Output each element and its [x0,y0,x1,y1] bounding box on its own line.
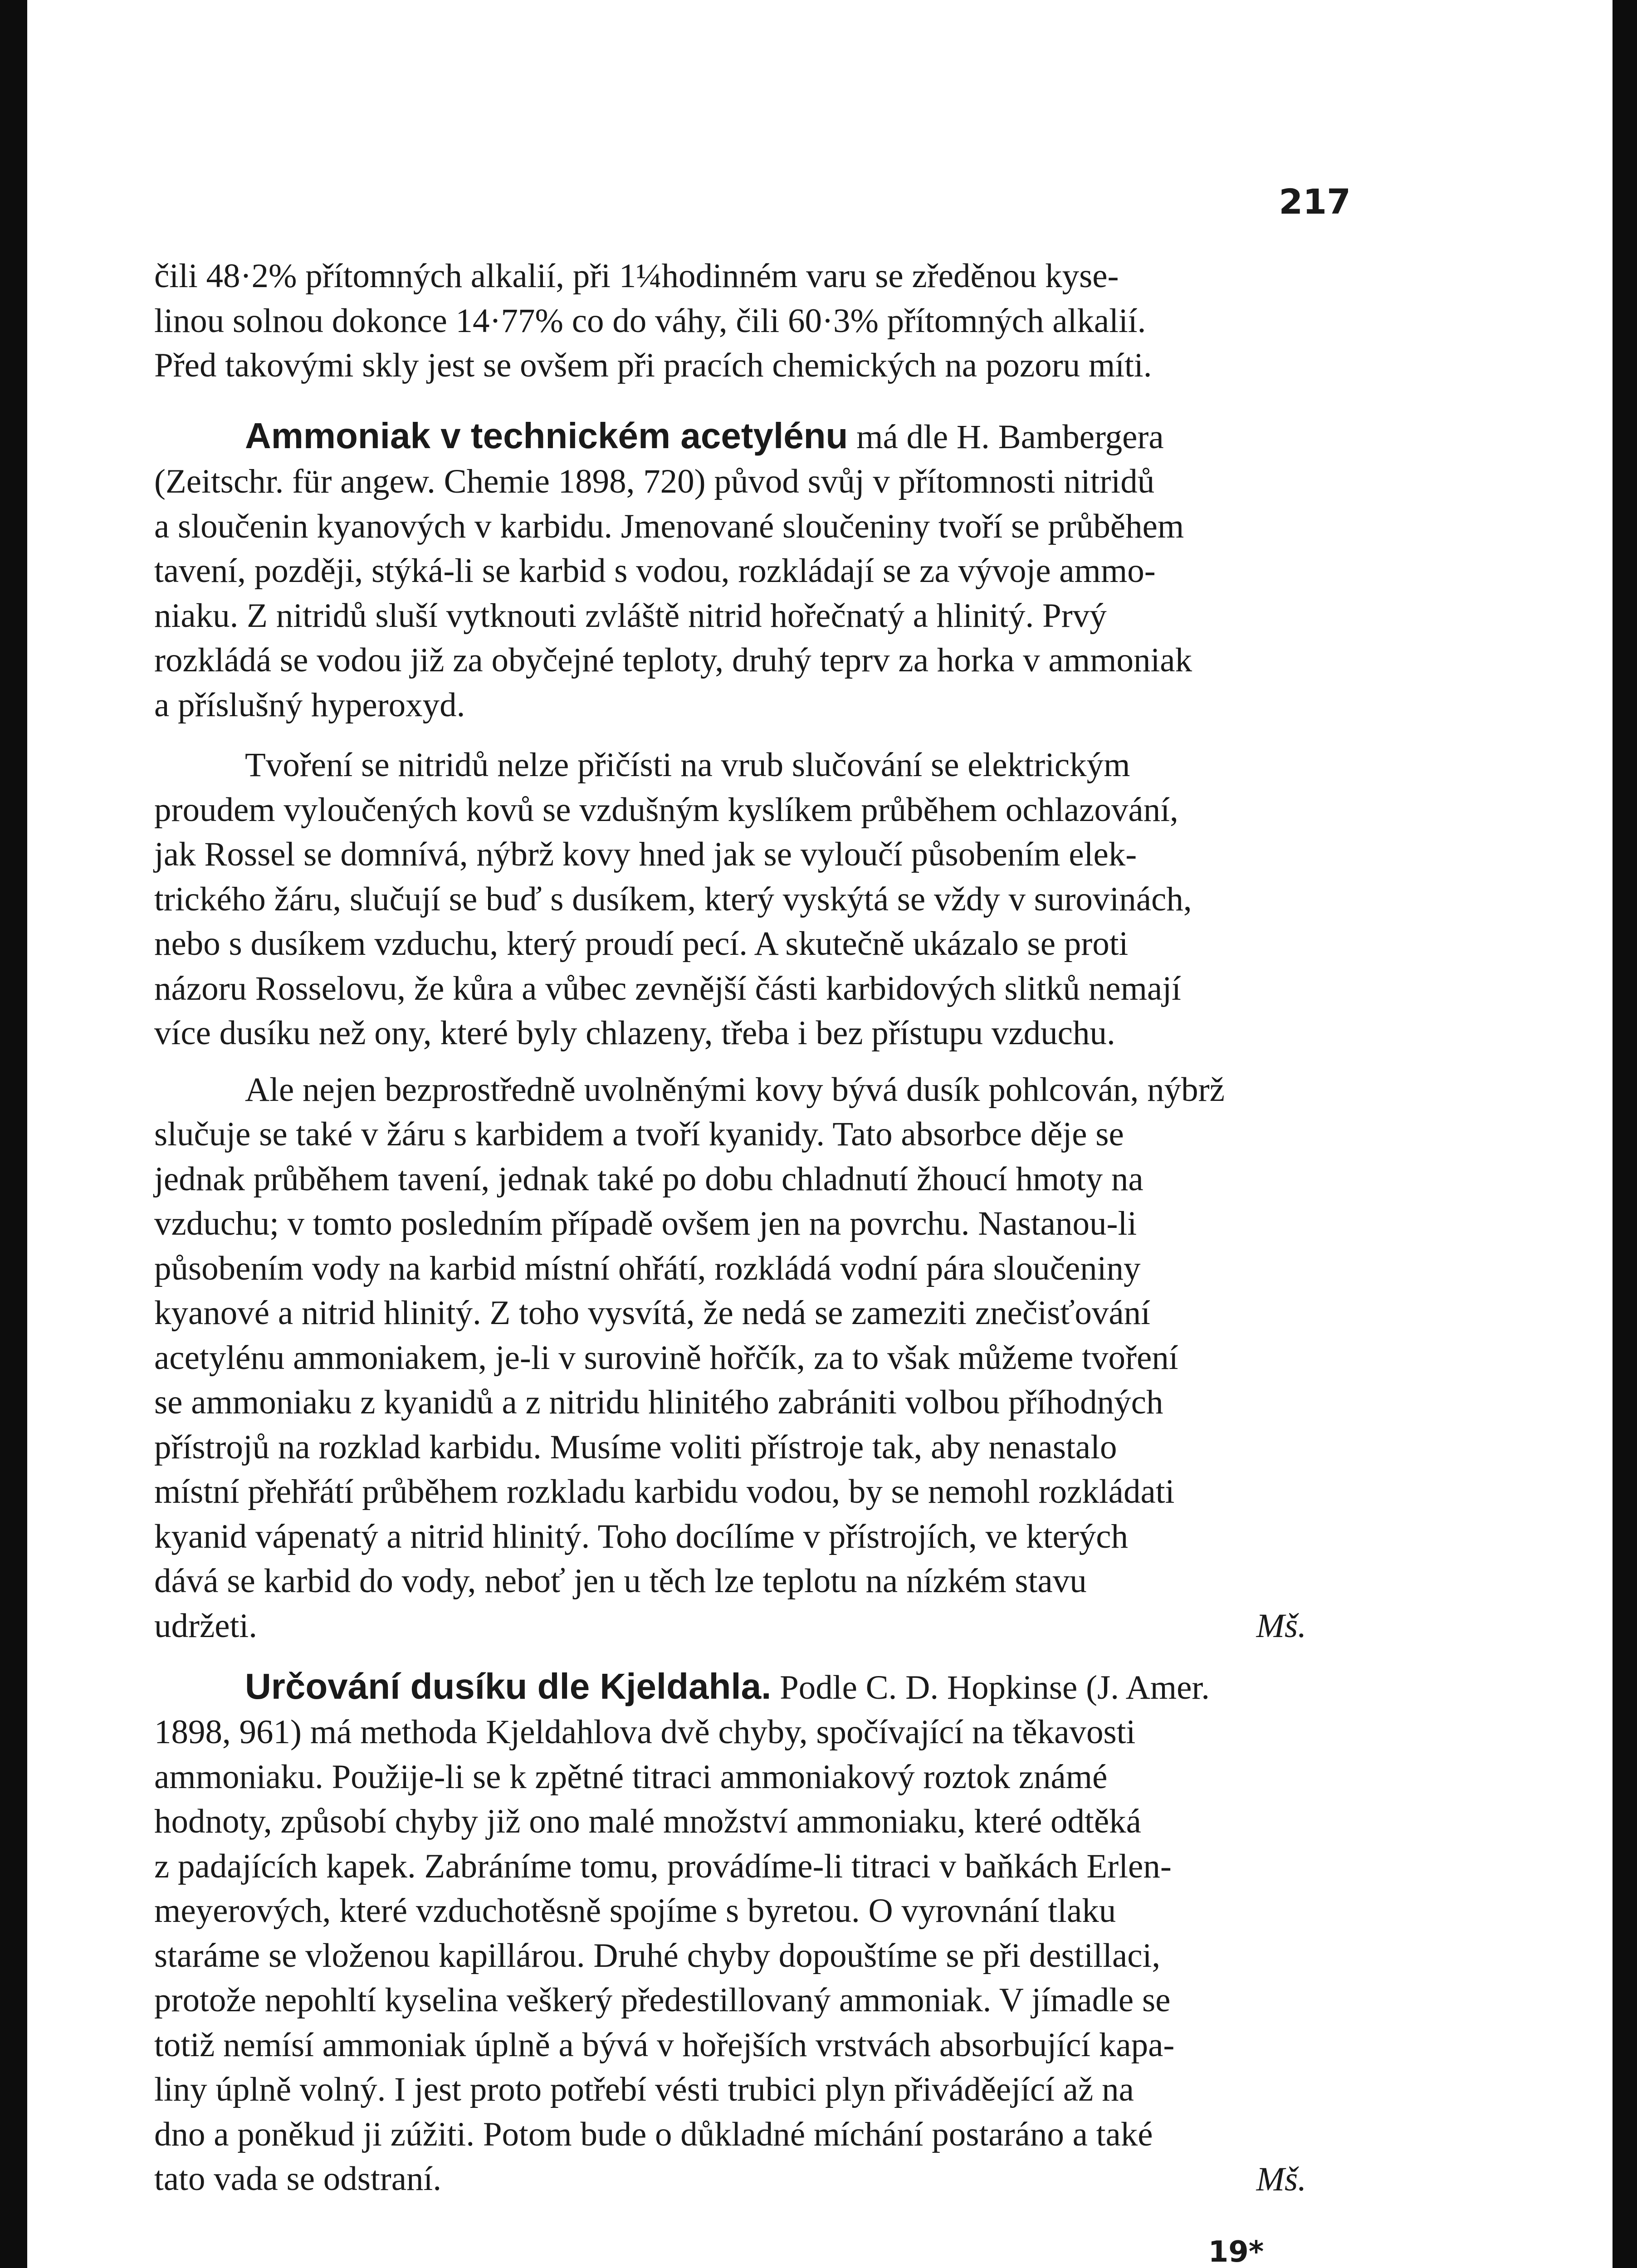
paragraph-text: Podle C. D. Hopkinse (J. Amer. 1898, 961) má methoda Kjeldahlova dvě chyby, spočívající na těkavosti ammoniaku. Použije-li se k zpětné titraci ammoniakový roztok známé hodnoty, způsobí chyby již ono malé množství ammoniaku, které odtěká z padajících kapek. Zabráníme tomu, provádíme-li titraci v baňkách Erlen- meyerových, které vzduchotěsně spojíme s byretou. O vyrovnání tlaku staráme se vloženou kapillárou. Druhé chyby dopouštíme se při destillaci, protože nepohltí kyselina veškerý předestillovaný ammoniak. V jímadle se totiž nemísí ammoniak úplně a bývá v hořejších vrstvách absorbující kapa- liny úplně volný. I jest proto potřebí vésti trubici plyn přiváděející až na dno a poněkud ji zúžiti. Potom bude o důkladné míchání postaráno a také tato vada se odstraní. [154,1668,1210,2198]
scan-edge-right [1613,0,1637,2268]
page-number: 217 [1279,181,1351,222]
paragraph-text: Tvoření se nitridů nelze přičísti na vrub slučování se elektrickým proudem vyloučených kovů se vzdušným kyslíkem průběhem ochlazování, jak Rossel se domnívá, nýbrž kovy hned jak se vyloučí působením elek- trického žáru, slučují se buď s dusíkem, který vyskýtá se vždy v surovinách, nebo s dusíkem vzduchu, který proudí pecí. A skutečně ukázalo se proti názoru Rosselovu, že kůra a vůbec zevnější části karbidových slitků nemají více dusíku než ony, které byly chlazeny, třeba i bez přístupu vzduchu. [154,746,1192,1052]
author-sign: Mš. [1256,2160,1306,2198]
paragraph-ammoniak [154,414,1334,728]
printer-signature-mark: 19* [1208,2235,1264,2268]
paragraph-text: Ale nejen bezprostředně uvolněnými kovy bývá dusík pohlcován, nýbrž slučuje se také v žáru s karbidem a tvoří kyanidy. Tato absorbce děje se jednak průběhem tavení, jednak také po dobu chladnutí žhoucí hmoty na vzduchu; v tomto posledním případě ovšem jen na povrchu. Nastanou-li působením vody na karbid místní ohřátí, rozkládá vodní pára sloučeniny kyanové a nitrid hlinitý. Z toho vysvítá, že nedá se zameziti znečisťování acetylénu ammoniakem, je-li v surovině hořčík, za to však můžeme tvoření se ammoniaku z kyanidů a z nitridu hlinitého zabrániti volbou příhodných přístrojů na rozklad karbidu. Musíme voliti přístroje tak, aby nenastalo místní přehřátí průběhem rozkladu karbidu vodou, by se nemohl rozkládati kyanid vápenatý a nitrid hlinitý. Toho docílíme v přístrojích, ve kterých dává se karbid do vody, neboť jen u těch lze teplotu na nízkém stavu udržeti. [154,1070,1225,1645]
section-heading-kjeldahl: Určování dusíku dle Kjeldahla. [245,1666,772,1706]
paragraph-kyanidy [154,1068,1334,1649]
scan-edge-left [0,0,27,2268]
paragraph-text: čili 48·2% přítomných alkalií, při 1¼hodinném varu se zředěnou kyse- linou solnou dokonce 14·77% co do váhy, čili 60·3% přítomných alkalií. Před takovými skly jest se ovšem při pracích chemických na pozoru míti. [154,257,1152,384]
paragraph-nitridy [154,743,1334,1056]
paragraph-continuation [154,254,1334,388]
paragraph-kjeldahl [154,1664,1334,2202]
article-body [154,254,1334,2202]
paragraph-text: má dle H. Bambergera (Zeitschr. für angew. Chemie 1898, 720) původ svůj v přítomnosti nitridů a sloučenin kyanových v karbidu. Jmenované sloučeniny tvoří se průběhem tavení, později, stýká-li se karbid s vodou, rozkládají se za vývoje ammo- niaku. Z nitridů sluší vytknouti zvláště nitrid hořečnatý a hlinitý. Prvý rozkládá se vodou již za obyčejné teploty, druhý teprv za horka v ammoniak a příslušný hyperoxyd. [154,418,1192,724]
section-heading-ammoniak: Ammoniak v technickém acetylénu [245,415,848,456]
author-sign: Mš. [1256,1607,1306,1645]
